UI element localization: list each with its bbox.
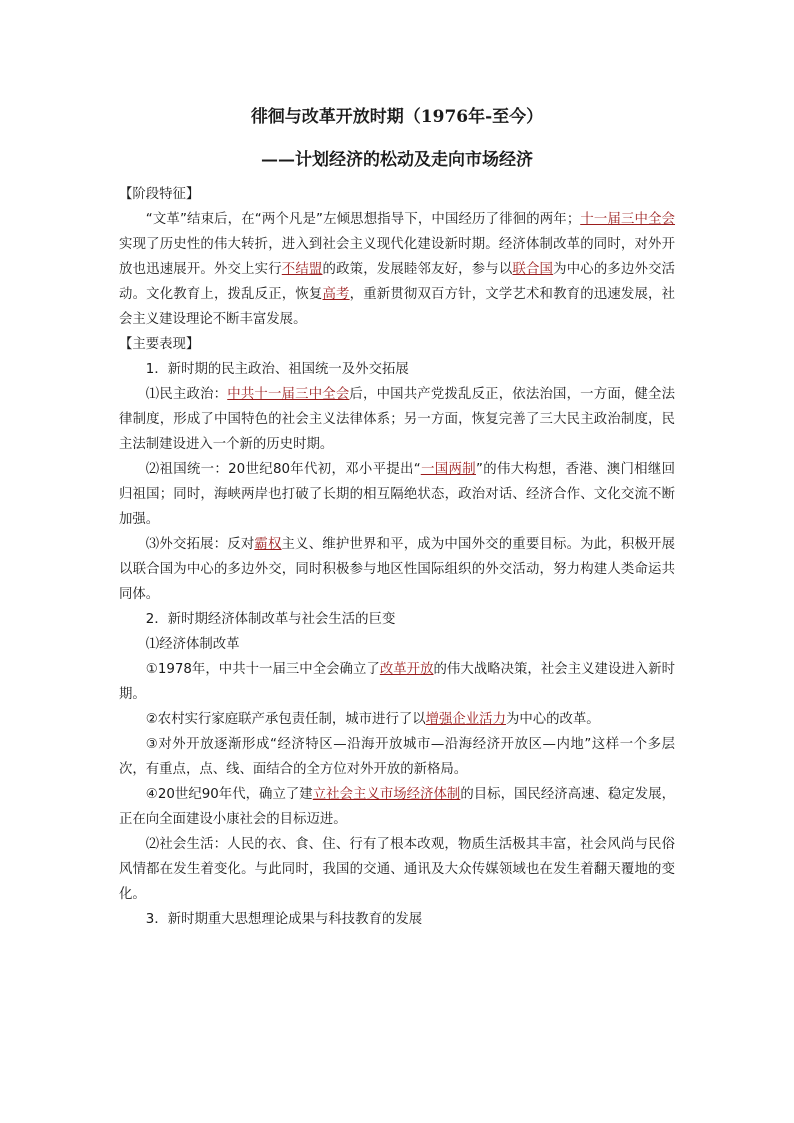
text-run: ，重新贯彻双百方针，文学艺术和教育的迅速发展，社会主义建设理论不断丰富发展。 bbox=[119, 287, 676, 327]
keyword: 改革开放 bbox=[379, 662, 434, 677]
text-run: “文革”结束后，在“两个凡是”左倾思想指导下，中国经历了徘徊的两年； bbox=[145, 212, 581, 227]
item-2-title: 2．新时期经济体制改革与社会生活的巨变 bbox=[145, 612, 396, 627]
keyword: 增强企业活力 bbox=[425, 712, 506, 727]
item-3-title: 3．新时期重大思想理论成果与科技教育的发展 bbox=[145, 912, 423, 927]
text-run: 的政策，发展睦邻友好，参与以 bbox=[322, 262, 513, 277]
text-run: ②农村实行家庭联产承包责任制，城市进行了以 bbox=[145, 712, 426, 727]
keyword: 十一届三中全会 bbox=[580, 212, 676, 227]
section-heading-main: 【主要表现】 bbox=[119, 337, 200, 352]
keyword: 中共十一届三中全会 bbox=[227, 387, 350, 402]
text-run: 为中心的改革。 bbox=[505, 712, 600, 727]
text-run: 主义、维护世界和平，成为中国外交的重要目标。为此，积极开展以联合国为中心的多边外交，同时积极参与地区性国际组织的外交活动，努力构建人类命运共同体。 bbox=[119, 537, 676, 602]
document-title: 徘徊与改革开放时期（1976年-至今） bbox=[250, 107, 544, 127]
paragraph-reform-2 bbox=[119, 707, 675, 732]
text-run: ①1978年，中共十一届三中全会确立了 bbox=[145, 662, 380, 677]
text-run: 的目标，国民经济高速、稳定发展，正在向全面建设小康社会的目标迈进。 bbox=[119, 787, 676, 827]
text-run: 的伟大战略决策，社会主义建设进入新时期。 bbox=[119, 662, 676, 702]
text-run: ⑴民主政治： bbox=[145, 387, 228, 402]
document-body bbox=[119, 182, 675, 932]
paragraph-reform-3: ③对外开放逐渐形成“经济特区—沿海开放城市—沿海经济开放区—内地”这样一个多层次，有重点，点、线、面结合的全方位对外开放的新格局。 bbox=[119, 737, 675, 777]
keyword: 不结盟 bbox=[281, 262, 323, 277]
text-run: ⑵祖国统一：20世纪80年代初，邓小平提出“ bbox=[145, 462, 421, 477]
document-subtitle: ——计划经济的松动及走向市场经济 bbox=[261, 150, 533, 170]
text-run: 为中心的多边外交活动。文化教育上，拨乱反正，恢复 bbox=[119, 262, 676, 302]
keyword: 高考 bbox=[322, 287, 350, 302]
sub-heading-economic-reform: ⑴经济体制改革 bbox=[145, 637, 240, 652]
item-1-title: 1．新时期的民主政治、祖国统一及外交拓展 bbox=[145, 362, 409, 377]
text-run: ④20世纪90年代，确立了建 bbox=[145, 787, 313, 802]
keyword: 霸权 bbox=[254, 537, 282, 552]
paragraph-social-life: ⑵社会生活：人民的衣、食、住、行有了根本改观，物质生活极其丰富，社会风尚与民俗风情都在发生着变化。与此同时，我国的交通、通讯及大众传媒领域也在发生着翻天覆地的变化。 bbox=[119, 837, 675, 902]
keyword: 立社会主义市场经济体制 bbox=[312, 787, 461, 802]
keyword: 联合国 bbox=[512, 262, 554, 277]
text-run: ”的伟大构想，香港、澳门相继回归祖国；同时，海峡两岸也打破了长期的相互隔绝状态，政治对话、经济合作、文化交流不断加强。 bbox=[119, 462, 676, 527]
keyword: 一国两制 bbox=[420, 462, 476, 477]
text-run: 实现了历史性的伟大转折，进入到社会主义现代化建设新时期。经济体制改革的同时，对外开放也迅速展开。外交上实行 bbox=[119, 237, 675, 277]
paragraph-democracy bbox=[119, 382, 675, 457]
section-heading-stage: 【阶段特征】 bbox=[119, 187, 200, 202]
text-run: ⑶外交拓展：反对 bbox=[145, 537, 255, 552]
paragraph-reform-1 bbox=[119, 657, 675, 707]
stage-paragraph bbox=[119, 207, 675, 332]
text-run: 后，中国共产党拨乱反正，依法治国，一方面，健全法律制度，形成了中国特色的社会主义法律体系；另一方面，恢复完善了三大民主政治制度，民主法制建设进入一个新的历史时期。 bbox=[119, 387, 676, 452]
paragraph-reform-4 bbox=[119, 782, 675, 832]
paragraph-unification bbox=[119, 457, 675, 532]
paragraph-diplomacy bbox=[119, 532, 675, 607]
